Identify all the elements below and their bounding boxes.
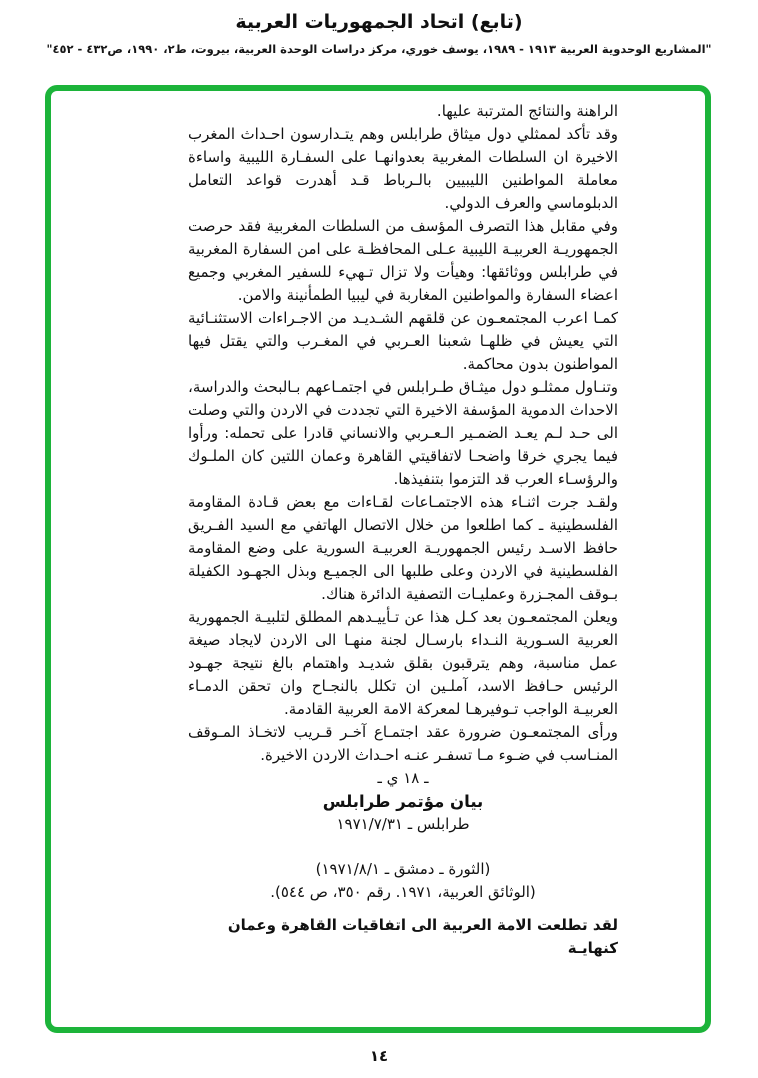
green-border-frame <box>45 85 711 1033</box>
statement-paragraph: ورأى المجتمعـون ضرورة عقد اجتمـاع آخـر قـريب لاتخـاذ المـوقف المنـاسب في ضـوء مـا تسفـر عنـه احـداث الاردن الاخيرة. <box>188 723 618 764</box>
page-title: (تابع) اتحاد الجمهوريات العربية <box>235 11 523 33</box>
continuation-line: الراهنة والنتائج المترتبة عليها. <box>436 102 618 120</box>
document-body <box>188 100 618 960</box>
statement-paragraph: وقد تأكد لممثلي دول ميثاق طرابلس وهم يتـدارسون احـداث المغرب الاخيرة ان السلطات المغربية بعدوانهـا على السفـارة الليبية واساءة معاملة المواطنين الليبيين بالـرباط قـد أهدرت قواعد التعامل الدبلوماسي والعرف الدولي. <box>188 125 618 212</box>
page-number: ١٤ <box>369 1047 389 1065</box>
page-header <box>0 11 758 56</box>
statement-paragraph: كمـا اعرب المجتمعـون عن قلقهم الشـديـد من الاجـراءات الاستثنـائية التي يعيش في ظلهـا شعبنا العـربي في المغـرب والتي يقتل فيها المواطنون بدون محاكمة. <box>188 309 618 373</box>
statement-place-date: طرابلس ـ ١٩٧١/٧/٣١ <box>336 815 470 833</box>
source-line-1: (الثورة ـ دمشق ـ ١٩٧١/٨/١) <box>315 860 491 878</box>
source-citation: "المشاريع الوحدوية العربية ١٩١٣ - ١٩٨٩، يوسف خوري، مركز دراسات الوحدة العربية، بيروت، ط٢، ١٩٩٠، ص٤٣٢ - ٤٥٢" <box>46 42 712 56</box>
statement-paragraph: ويعلن المجتمعـون بعد كـل هذا عن تـأييـدهم المطلق لتلبيـة الجمهورية العربية السـورية النـداء بارسـال لجنة منهـا الى الاردن لايجاد صيغة عمل مناسبة، وهم يترقبون بقلق شديـد واهتمام بالغ نتيجة جهـود الرئيس حـافظ الاسد، آملـين ان تكلل بالنجـاح وان تحقن الدمـاء العربيـة الواجب تـوفيرهـا لمعركة الامة العربية القادمة. <box>188 608 618 718</box>
source-line-2: (الوثائق العربية، ١٩٧١. رقم ٣٥٠، ص ٥٤٤). <box>270 883 536 901</box>
statement-paragraph: وتنـاول ممثلـو دول ميثـاق طـرابلس في اجتمـاعهم بـالبحث والدراسة، الاحداث الدموية المؤسفة الاخيرة التي تجددت في الاردن والتي وصلت الى حـد لـم يعـد الضمـير الـعـربي والانساني قادرا على تحمله: ورأوا فيما يجري خرقا واضحـا لاتفاقيتي القاهرة وعمان اللتين كان الملـوك والرؤسـاء العرب قد التزموا بتنفيذها. <box>187 378 618 488</box>
document-number-line: ـ ١٨ ي ـ <box>377 769 429 787</box>
statement-paragraphs <box>188 123 618 767</box>
statement-paragraph: ولقـد جرت اثنـاء هذه الاجتمـاعات لقـاءات مع بعض قـادة المقاومة الفلسطينية ـ كما اطلعوا من خلال الاتصال الهاتفي مع السيد الفـريق حافظ الاسـد رئيس الجمهوريـة العربيـة السورية على وضع المقاومة الفلسطينية في الاردن وعلى طلبها الى الجميـع وبذل الجهـود الكفيلة بـوقف المجـزرة وعمليـات التصفية الدائرة هناك. <box>188 493 618 603</box>
next-document-opening: لقد تطلعت الامة العربية الى اتفاقيات القاهرة وعمان كنهايـة <box>227 916 618 957</box>
statement-paragraph: وفي مقابل هذا التصرف المؤسف من السلطات المغربية فقد حرصت الجمهوريـة العربيـة الليبية عـلى المحافظـة على امن السفارة المغربية في طرابلس ووثائقها: وهيأت ولا تزال تـهيء للسفير المغربي وجميع اعضاء السفارة والمواطنين المغاربة في ليبيا الطمأنينة والامن. <box>188 217 618 304</box>
statement-title: بيان مؤتمر طرابلس <box>322 792 484 811</box>
